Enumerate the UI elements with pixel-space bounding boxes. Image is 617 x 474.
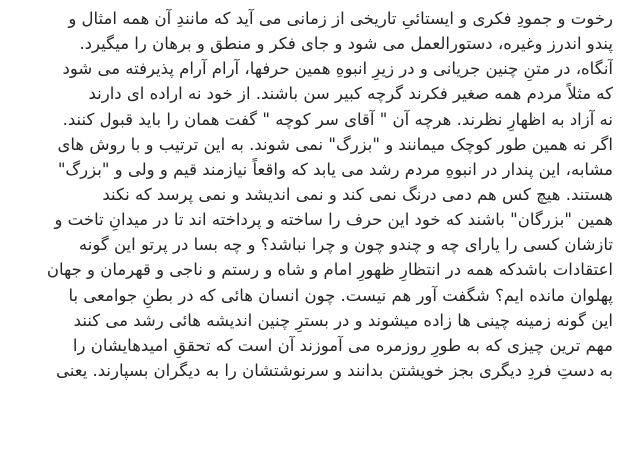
text-line: مهم ترین چیزی که به طورِ روزمره می آموزند آن است که تحققِ امیدهایشان را bbox=[72, 335, 613, 355]
text-line: اعتقادات باشدکه همه در انتظارِ ظهورِ امام و شاه و رستم و ناجی و قهرمان و جهان bbox=[46, 260, 613, 280]
text-line: پهلوان مانده ایم؟ شگفت آور هم نیست. چون انسان هائی که در بطنِ جوامعی با bbox=[68, 285, 613, 305]
text-line: این گونه زمینه چینی ها زاده میشوند و در بسترِ چنین اندیشه هائی رشد می کنند bbox=[73, 310, 613, 330]
text-line: نه آزاد به اظهارِ نظرند. هرچه آن " آقای سر کوچه " گفت همان را باید قبول کنند. bbox=[62, 109, 613, 129]
text-line: که مثلاً مردم همه صغیر فکرند گرچه کبیر سن باشند. از خود نه اراده ای دارند bbox=[88, 84, 613, 104]
text-line: تازشان کسی را یارای چه و چندو چون و چرا نباشد؟ و چه بسا در پرتو این گونه bbox=[78, 235, 613, 255]
text-line: اگر نه همین طور کوچک میمانند و "بزرگ" نمی شوند. به این ترتیب و با روش های bbox=[57, 134, 613, 154]
text-line: هستند. هیچ کس هم دمی درنگ نمی کند و نمی اندیشد و نمی پرسد که نکند bbox=[102, 184, 613, 204]
text-line: همین "بزرگان" باشند که خود این حرف را ساخته و پرداخته اند تا در میدانِ تاخت و bbox=[54, 210, 613, 230]
text-line: آنگاه، در متنِ چنین جریانی و در زیرِ انبوهِ همین حرفها، آرام آرام پذیرفته می شود bbox=[62, 59, 613, 79]
paragraph bbox=[4, 6, 613, 383]
text-line: مشابه، این پندار در انبوهِ مردم رشد می یابد که واقعاً نیازمند قیم و ولی و "بزرگ" bbox=[57, 159, 613, 179]
text-line: رخوت و جمودِ فکری و ایستائیِ تاریخی از زمانی می آید که مانندِ آن همه امثال و bbox=[68, 9, 613, 28]
text-line: پندو اندرز وغیره، دستورالعمل می شود و جای فکر و منطق و برهان را میگیرد. bbox=[79, 34, 613, 54]
text-line: به دستِ فردِ دیگری بجز خویشتن بدانند و سرنوشتشان را به دیگران بسپارند. یعنی bbox=[56, 360, 613, 380]
